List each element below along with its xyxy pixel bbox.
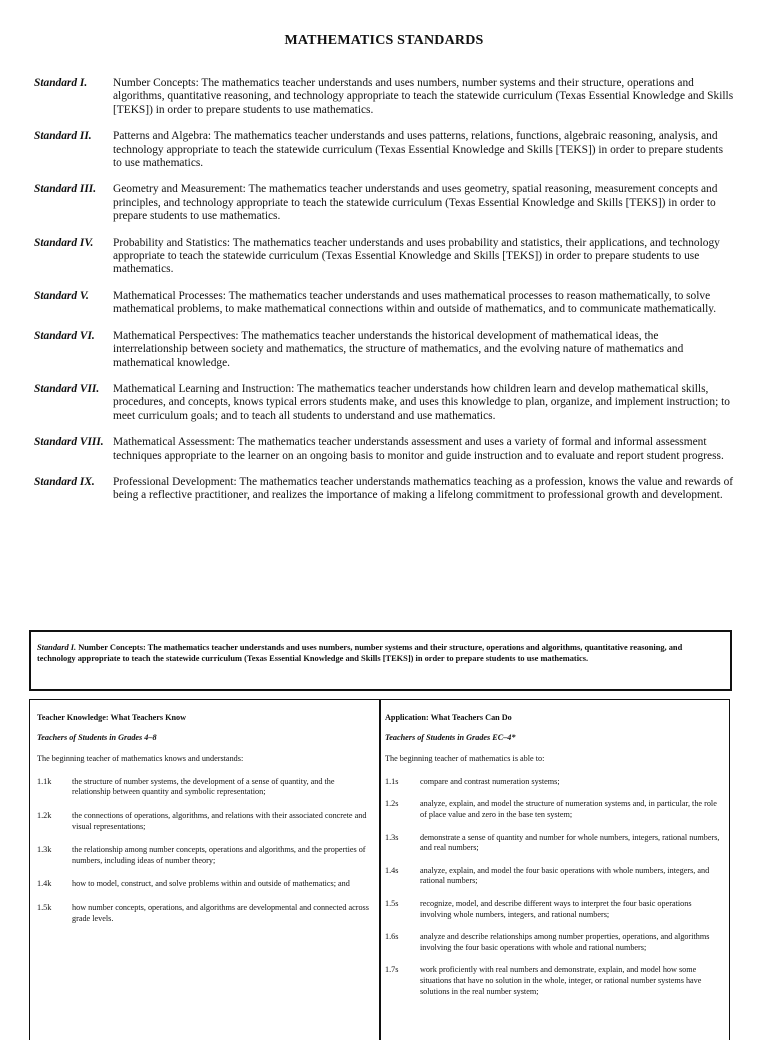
column-intro: The beginning teacher of mathematics knows and understands: [37, 754, 244, 764]
standard-text: Number Concepts: The mathematics teacher understands and uses numbers, number systems and their structure, operations and algorithms, quantitative reasoning, and technology appropriate to teach the statewide curriculum (Texas Essential Knowledge and Skills [TEKS]) in order to prepare students to use mathematics. [113, 77, 734, 116]
standard-label: Standard IV. [34, 236, 94, 249]
item-text: how to model, construct, and solve problems within and outside of mathematics; and [72, 879, 350, 889]
standard-text: Mathematical Assessment: The mathematics teacher understands assessment and uses a variety of formal and informal assessment techniques appropriate to the learner on an ongoing basis to monitor and guide instruction and to evaluate and report student progress. [113, 436, 724, 462]
standard-label: Standard IX. [34, 475, 95, 488]
column-heading: Teacher Knowledge: What Teachers Know [37, 713, 187, 722]
knowledge-application-table [29, 699, 730, 1040]
list-item [37, 845, 370, 866]
item-code: 1.2s [385, 799, 399, 809]
column-subheading: Teachers of Students in Grades 4–8 [37, 732, 157, 742]
standard-label: Standard I. [34, 77, 88, 89]
item-code: 1.6s [385, 932, 399, 942]
page-title: MATHEMATICS STANDARDS [284, 33, 484, 48]
item-code: 1.1s [385, 776, 399, 786]
standard-text: Professional Development: The mathematics teacher understands mathematics teaching as a profession, knows the value and rewards of being a reflective practitioner, and realizes the importance of making a lifelong commitment to professional growth and development. [113, 475, 734, 502]
item-code: 1.1k [37, 776, 52, 786]
item-text: the relationship among number concepts, operations and algorithms, and the properties of numbers, including ideas of number theory; [72, 845, 366, 865]
standard-label: Standard VII. [34, 382, 100, 395]
item-text: analyze, explain, and model the four basic operations with whole numbers, integers, and rational numbers; [420, 865, 710, 886]
list-item [385, 899, 720, 920]
list-item [37, 811, 370, 832]
standard-text: Patterns and Algebra: The mathematics teacher understands and uses patterns, relations, functions, algebraic reasoning, analysis, and technology appropriate to teach the statewide curriculum (Texas Essential Knowledge and Skills [TEKS]) in order to prepare students to use mathematics. [113, 130, 723, 170]
standard-row [34, 290, 734, 317]
standard-text: Mathematical Processes: The mathematics teacher understands and uses mathematical processes to reason mathematically, to solve mathematical problems, to make mathematical connections within and outside of mathematics, and to communicate mathematically. [113, 289, 717, 316]
standard-row [34, 476, 734, 503]
standard-row [34, 436, 734, 463]
standard-label: Standard VIII. [34, 436, 104, 449]
column-intro: The beginning teacher of mathematics is able to: [385, 754, 545, 764]
item-text: work proficiently with real numbers and demonstrate, explain, and model how some situations that have no solution in the whole, integer, or rational number systems have solutions in the real number system; [420, 965, 702, 996]
item-code: 1.4s [385, 865, 399, 875]
standard-row [34, 383, 734, 423]
item-text: analyze, explain, and model the structure of numeration systems and, in particular, the role of place value and zero in the base ten system; [420, 799, 717, 819]
standard-row [34, 183, 734, 223]
standard-summary-box [29, 630, 732, 691]
item-text: recognize, model, and describe different ways to interpret the four basic operations involving whole numbers, integers, and rational numbers; [420, 898, 692, 919]
item-text: demonstrate a sense of quantity and number for whole numbers, integers, rational numbers, and real numbers; [420, 832, 720, 853]
standard-row [34, 237, 734, 277]
item-text: the structure of number systems, the development of a sense of quantity, and the relationship between quantity and symbolic representation; [72, 776, 335, 797]
list-item [385, 932, 720, 953]
item-code: 1.4k [37, 879, 52, 889]
item-text: how number concepts, operations, and algorithms are developmental and connected across grade levels. [72, 902, 369, 923]
standard-row [34, 330, 734, 370]
item-text: analyze and describe relationships among number properties, operations, and algorithms involving the four basic operations with whole and rational numbers; [420, 932, 710, 952]
item-code: 1.5s [385, 898, 399, 908]
standard-label: Standard VI. [34, 329, 95, 342]
standard-row [34, 130, 734, 170]
item-code: 1.3s [385, 832, 399, 842]
item-code: 1.5k [37, 902, 52, 912]
standards-list [34, 77, 734, 516]
list-item [385, 965, 720, 997]
standard-text: Mathematical Perspectives: The mathematics teacher understands the historical development of mathematical ideas, the interrelationship between society and mathematics, the structure of mathematics, and the evolving nature of mathematics and mathematical knowledge. [113, 329, 684, 369]
list-item [37, 777, 370, 798]
standard-text: Mathematical Learning and Instruction: The mathematics teacher understands how children learn and develop mathematical skills, procedures, and concepts, knows typical errors students make, and uses this knowledge to plan, organize, and implement instruction; to meet curriculum goals; and to teach all students to understand and use mathematics. [113, 382, 730, 422]
item-code: 1.7s [385, 965, 399, 975]
item-code: 1.3k [37, 845, 52, 855]
standard-text: Probability and Statistics: The mathematics teacher understands and uses probability and statistics, their applications, and technology appropriate to teach the statewide curriculum (Texas Essential Knowledge and Skills [TEKS]) in order to prepare students to use mathematics. [113, 236, 720, 276]
standard-label: Standard V. [34, 289, 89, 302]
standard-label: Standard II. [34, 130, 92, 143]
item-text: compare and contrast numeration systems; [420, 776, 560, 786]
list-item [385, 777, 720, 788]
standard-summary-text [37, 642, 722, 664]
list-item [385, 799, 720, 820]
item-code: 1.2k [37, 810, 52, 820]
summary-label: Standard I. [37, 643, 77, 652]
application-column [385, 713, 720, 997]
standard-label: Standard III. [34, 183, 97, 196]
summary-body: Number Concepts: The mathematics teacher understands and uses numbers, number systems and their structure, operations and algorithms, quantitative reasoning, and technology appropriate to teach the statewide curriculum (Texas Essential Knowledge and Skills [TEKS]) in order to prepare students to use mathematics. [37, 643, 683, 664]
column-divider [379, 700, 381, 1040]
standard-text: Geometry and Measurement: The mathematics teacher understands and uses geometry, spatial reasoning, measurement concepts and principles, and technology appropriate to teach the statewide curriculum (Texas Essential Knowledge and Skills [TEKS]) in order to prepare students to use mathematics. [113, 183, 718, 223]
column-subheading: Teachers of Students in Grades EC–4* [385, 732, 516, 742]
list-item [37, 903, 370, 924]
list-item [37, 879, 370, 890]
list-item [385, 866, 720, 887]
column-heading: Application: What Teachers Can Do [385, 713, 512, 722]
item-text: the connections of operations, algorithms, and relations with their associated concrete and visual representations; [72, 810, 367, 831]
list-item [385, 833, 720, 854]
teacher-knowledge-column [37, 713, 370, 924]
standard-row [34, 77, 734, 117]
